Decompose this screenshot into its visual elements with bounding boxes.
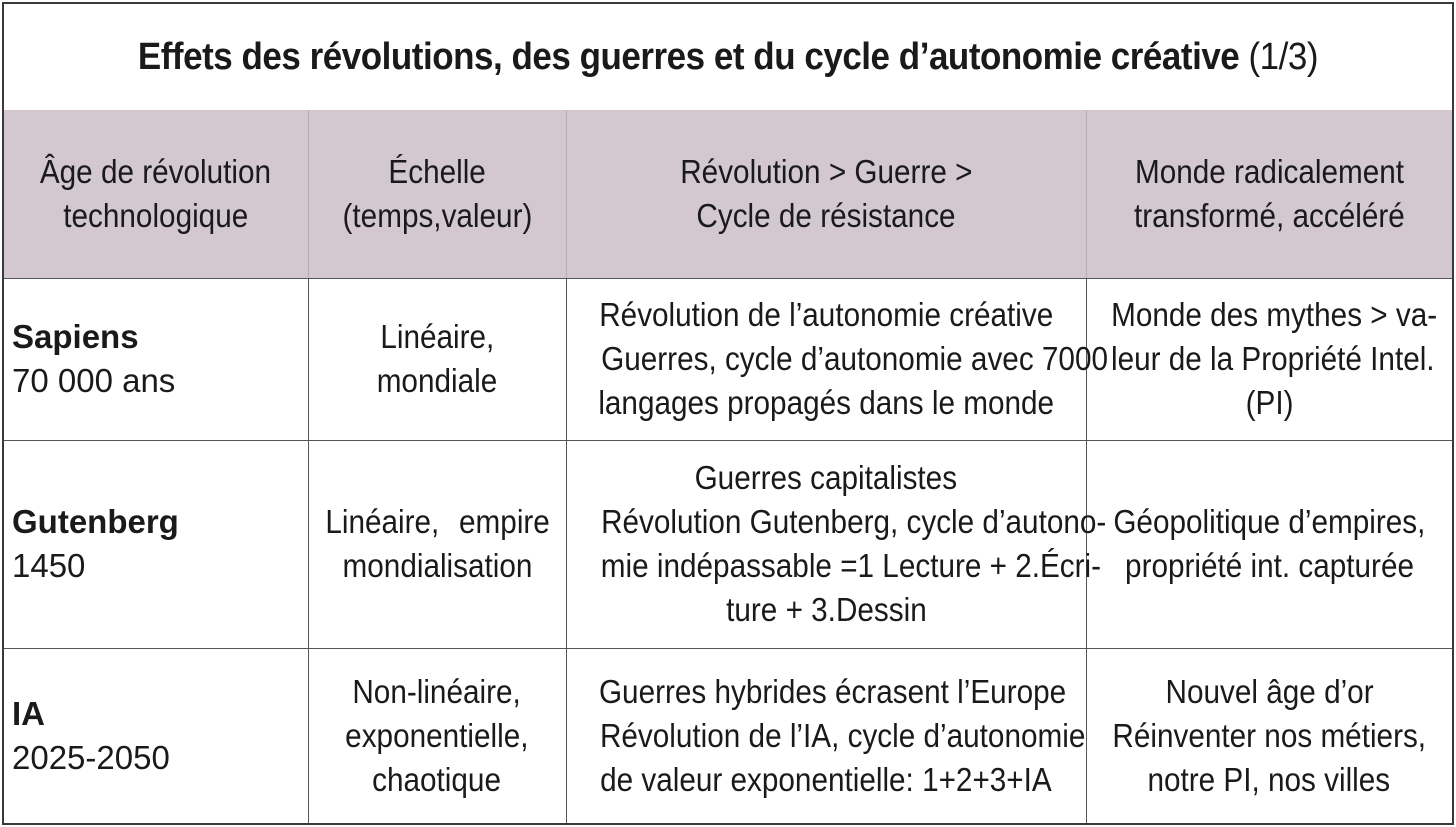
age-cell-sapiens xyxy=(4,278,308,440)
age-name: Sapiens xyxy=(12,318,139,355)
world-line: notre PI, nos villes xyxy=(1147,760,1391,798)
cycle-line: Guerres capitalistes xyxy=(694,459,958,496)
table-frame xyxy=(2,2,1454,825)
cycle-cell xyxy=(566,648,1086,823)
table-row xyxy=(4,648,1452,823)
age-date: 1450 xyxy=(12,547,86,584)
header-cycle-line-2: Cycle de résistance xyxy=(696,196,956,234)
cycle-line: Révolution de l’autonomie créative xyxy=(598,296,1054,333)
age-name: Gutenberg xyxy=(12,503,179,540)
table-title xyxy=(62,4,1394,110)
title-page-indicator: (1/3) xyxy=(1248,35,1319,78)
scale-line: mondiale xyxy=(376,362,498,399)
cycle-line: Guerres hybrides écrasent l’Europe xyxy=(598,672,1066,710)
cycle-cell xyxy=(566,278,1108,440)
world-line: Réinventer nos métiers, xyxy=(1112,716,1427,754)
world-line: Nouvel âge d’or xyxy=(1165,672,1374,710)
world-line: propriété int. capturée xyxy=(1124,547,1414,584)
header-scale-line-2: (temps,valeur) xyxy=(342,196,532,234)
scale-line: mondialisation xyxy=(342,547,532,584)
cycle-line: Révolution de l’IA, cycle d’autonomie xyxy=(599,716,1085,754)
scale-line: exponentielle, xyxy=(345,716,529,754)
cycle-line: ture + 3.Dessin xyxy=(725,591,927,628)
age-name: IA xyxy=(12,694,45,732)
header-scale-line-1: Échelle xyxy=(388,152,486,190)
cycle-line: de valeur exponentielle: 1+2+3+IA xyxy=(600,760,1052,798)
header-age-line-1: Âge de révolution xyxy=(40,152,272,190)
world-line: (PI) xyxy=(1245,384,1294,421)
header-world-line-1: Monde radicalement xyxy=(1134,152,1404,190)
title-main: Effets des révolutions, des guerres et du cycle d’autonomie créative xyxy=(137,35,1240,78)
header-row xyxy=(4,110,1452,278)
cycle-line: Révolution Gutenberg, cycle d’autono- xyxy=(600,503,1106,540)
header-world xyxy=(1086,110,1452,278)
world-line: Géopolitique d’empires, xyxy=(1113,503,1426,540)
age-cell-gutenberg xyxy=(4,440,308,648)
table-row xyxy=(4,278,1452,440)
scale-cell xyxy=(308,648,566,823)
cycle-line: langages propagés dans le monde xyxy=(598,384,1054,421)
age-cell-ia xyxy=(4,648,308,823)
header-scale xyxy=(308,110,566,278)
world-cell xyxy=(1086,278,1452,440)
header-age-line-2: technologique xyxy=(63,196,249,234)
header-cycle xyxy=(566,110,1086,278)
scale-cell xyxy=(308,278,566,440)
scale-line: Linéaire, xyxy=(325,503,439,540)
header-world-line-2: transformé, accéléré xyxy=(1133,196,1405,234)
world-cell xyxy=(1086,440,1452,648)
scale-line: empire xyxy=(459,503,551,540)
world-line: Monde des mythes > va- xyxy=(1110,296,1437,333)
header-cycle-line-1: Révolution > Guerre > xyxy=(679,152,973,190)
cycle-line: mie indépassable =1 Lecture + 2.Écri- xyxy=(600,547,1101,584)
scale-line: Non-linéaire, xyxy=(352,672,522,710)
cycle-line: Guerres, cycle d’autonomie avec 7000 xyxy=(600,340,1108,377)
scale-line: Linéaire, xyxy=(380,318,494,355)
world-cell xyxy=(1086,648,1452,823)
world-line: leur de la Propriété Intel. xyxy=(1110,340,1435,377)
age-date: 2025-2050 xyxy=(12,738,170,776)
scale-line: chaotique xyxy=(372,760,502,798)
scale-cell xyxy=(308,440,566,648)
age-date: 70 000 ans xyxy=(12,362,176,399)
comparison-table xyxy=(4,110,1452,823)
header-age xyxy=(4,110,308,278)
table-row xyxy=(4,440,1452,648)
cycle-cell xyxy=(566,440,1106,648)
